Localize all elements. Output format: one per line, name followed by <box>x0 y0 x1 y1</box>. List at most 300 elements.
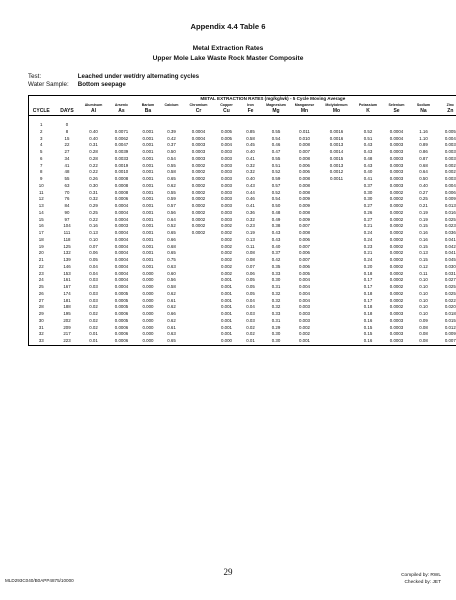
column-name: Copper <box>220 103 233 107</box>
table-cell: 202 <box>63 317 71 323</box>
table-cell: 0.003 <box>221 155 232 161</box>
table-cell: 0.0002 <box>389 209 404 215</box>
table-cell: 0.006 <box>436 190 456 197</box>
table-cell: 7 <box>29 163 54 170</box>
table-cell: 0.0014 <box>329 149 344 154</box>
table-cell <box>436 116 456 129</box>
column-header: Mn <box>291 108 319 116</box>
table-cell: 0.001 <box>142 182 154 188</box>
table-cell: 0.11 <box>419 270 428 276</box>
table-cell: 0.30 <box>363 189 373 195</box>
table-cell: 0.27 <box>363 216 373 222</box>
table-cell: 0.000 <box>142 324 154 330</box>
table-cell <box>184 298 214 305</box>
table-cell: 0.64 <box>167 216 176 222</box>
table-cell: 0.000 <box>142 270 154 276</box>
table-cell: 0.0011 <box>329 176 344 181</box>
appendix-title: Appendix 4.4 Table 6 <box>190 22 266 31</box>
table-cell: 0.44 <box>246 189 255 195</box>
table-cell: 0.50 <box>167 149 176 154</box>
table-cell: 0.002 <box>221 257 232 262</box>
table-cell: 0.006 <box>299 162 310 168</box>
table-cell: 0.07 <box>246 263 255 269</box>
table-cell <box>184 250 214 257</box>
table-cell: 0.50 <box>419 176 428 181</box>
column-name: Magnesium <box>266 103 286 107</box>
table-cell: 0.001 <box>291 338 319 345</box>
column-header: Zn <box>436 108 456 116</box>
table-cell: 11 <box>29 190 54 197</box>
table-cell: 0.007 <box>436 338 456 345</box>
table-cell: 0.001 <box>221 311 232 316</box>
table-cell: 174 <box>63 290 71 296</box>
table-cell <box>319 311 355 318</box>
table-row <box>29 318 456 325</box>
table-cell: 0.15 <box>419 243 428 249</box>
table-cell: 0.57 <box>167 203 176 208</box>
table-row <box>29 129 456 136</box>
table-cell: 0.0016 <box>329 128 344 134</box>
table-title: Metal Extraction Rates <box>192 45 264 52</box>
table-cell: 0.000 <box>142 317 154 323</box>
table-cell: 0.001 <box>221 317 232 323</box>
table-cell <box>319 196 355 203</box>
table-cell: 0.31 <box>89 189 98 195</box>
table-cell: 0.32 <box>89 196 98 202</box>
table-cell: 26 <box>29 291 54 298</box>
table-cell: 0.018 <box>436 311 456 318</box>
table-row <box>29 169 456 176</box>
table-cell: 0.008 <box>299 209 310 215</box>
table-cell: 0.03 <box>89 277 98 283</box>
table-cell: 0.002 <box>221 263 232 269</box>
table-cell <box>319 325 355 332</box>
table-cell: 0.40 <box>271 243 281 249</box>
table-cell: 0.0005 <box>114 304 129 310</box>
table-cell: 0.0005 <box>114 297 129 303</box>
table-cell: 0.007 <box>299 257 310 262</box>
table-cell <box>184 277 214 284</box>
table-cell: 76 <box>64 196 70 202</box>
table-cell: 0.0002 <box>191 196 206 202</box>
table-cell: 0.001 <box>142 155 154 161</box>
table-cell: 0.003 <box>436 149 456 156</box>
table-cell: 0.04 <box>246 304 255 310</box>
column-header: Mo <box>319 108 355 116</box>
table-cell: 0.0003 <box>389 182 404 188</box>
table-body <box>29 116 456 346</box>
table-cell: 0.68 <box>419 162 428 168</box>
table-cell: 0.19 <box>419 209 428 215</box>
table-cell: 0.002 <box>221 250 232 256</box>
table-cell <box>319 257 355 264</box>
table-cell: 0.004 <box>299 297 310 303</box>
table-cell <box>319 230 355 237</box>
compiled-by: Compiled by: RWL <box>401 573 441 578</box>
table-cell: 0.0010 <box>114 169 129 175</box>
table-cell: 0.0013 <box>329 162 344 168</box>
table-cell: 0.22 <box>89 162 98 168</box>
table-cell: 0.65 <box>160 338 184 345</box>
table-cell: 15 <box>64 135 70 141</box>
table-cell: 0.46 <box>246 196 255 202</box>
table-row <box>29 223 456 230</box>
table-cell: 0.40 <box>363 169 373 175</box>
table-row <box>29 142 456 149</box>
table-cell: 0.07 <box>89 243 98 249</box>
table-cell: 0.43 <box>271 230 281 235</box>
table-cell: 0.0003 <box>191 149 206 154</box>
table-cell: 24 <box>29 277 54 284</box>
table-cell: 0.51 <box>363 135 373 141</box>
table-cell: 0.0003 <box>389 149 404 154</box>
table-cell: 0.008 <box>299 230 310 235</box>
table-cell: 0.0002 <box>389 236 404 242</box>
table-cell: 0.0004 <box>114 250 129 256</box>
table-cell: 0.66 <box>167 311 176 316</box>
table-row <box>29 311 456 318</box>
table-cell: 0.32 <box>246 169 255 175</box>
table-cell: 0.0006 <box>114 196 129 202</box>
table-cell <box>319 116 355 129</box>
table-cell: 0.32 <box>271 290 281 296</box>
column-name: Sodium <box>416 103 431 107</box>
table-cell: 0.31 <box>271 284 281 289</box>
table-cell: 20 <box>29 250 54 257</box>
table-cell: 0.008 <box>299 182 310 188</box>
table-cell <box>382 116 412 129</box>
table-cell: 0.32 <box>271 304 281 310</box>
column-name: Zinc <box>436 102 456 108</box>
table-cell: 0.020 <box>436 304 456 311</box>
table-cell: 23 <box>29 271 54 278</box>
table-cell: 0.003 <box>436 176 456 183</box>
table-cell: 0.65 <box>167 230 176 235</box>
table-cell: 0.10 <box>419 290 428 296</box>
table-row <box>29 264 456 271</box>
table-row <box>29 116 456 129</box>
table-cell: 0.0002 <box>191 223 206 229</box>
table-cell <box>355 116 382 129</box>
table-cell: 0.10 <box>419 284 428 289</box>
table-cell: 0.63 <box>167 331 176 337</box>
table-cell: 0.0004 <box>114 263 129 269</box>
table-row <box>29 230 456 237</box>
column-header: Cr <box>184 108 214 116</box>
table-cell: 0.61 <box>167 324 176 330</box>
table-cell: 1 <box>29 116 54 129</box>
table-cell: 0.33 <box>271 270 281 276</box>
table-cell: 0.000 <box>137 338 160 345</box>
table-cell: 0.030 <box>436 264 456 271</box>
column-name: Arsenic <box>114 103 129 107</box>
table-cell: 0.0003 <box>191 142 206 148</box>
table-cell: 153 <box>63 270 71 276</box>
table-cell: 0.32 <box>246 216 255 222</box>
column-header: Al <box>81 108 107 116</box>
table-cell: 0.000 <box>142 304 154 310</box>
table-cell: 0.0002 <box>191 230 206 235</box>
table-cell <box>319 203 355 210</box>
table-row <box>29 210 456 217</box>
table-cell: 63 <box>64 182 70 188</box>
table-cell: 0.87 <box>419 155 428 161</box>
table-row <box>29 136 456 143</box>
column-header: Mg <box>262 108 291 116</box>
table-cell: 0.0006 <box>114 331 129 337</box>
table-cell: 22 <box>64 142 70 148</box>
table-cell: 195 <box>63 311 71 316</box>
table-cell: 90 <box>64 209 70 215</box>
column-header: CYCLE <box>29 108 54 116</box>
table-row <box>29 149 456 156</box>
table-cell: 8 <box>65 128 69 134</box>
table-cell: 0.24 <box>363 257 373 262</box>
table-row <box>29 271 456 278</box>
table-cell: 0.01 <box>89 331 98 337</box>
table-row <box>29 203 456 210</box>
table-cell: 0.006 <box>299 169 310 175</box>
table-cell: 0.02 <box>246 324 255 330</box>
table-cell: 0.58 <box>246 135 255 141</box>
table-cell <box>81 116 107 129</box>
table-cell: 0.0004 <box>114 203 129 208</box>
table-cell: 10 <box>29 183 54 190</box>
table-cell: 0.48 <box>271 209 281 215</box>
table-cell: 0.27 <box>419 189 428 195</box>
table-cell: 0.56 <box>167 209 176 215</box>
table-cell: 0.52 <box>271 189 281 195</box>
table-cell: 0.21 <box>363 250 373 256</box>
table-cell: 0.003 <box>221 203 232 208</box>
table-cell: 0.0003 <box>389 162 404 168</box>
column-name: Aluminum <box>84 103 103 107</box>
table-cell: 0.000 <box>142 311 154 316</box>
extraction-rate-band-label: METAL EXTRACTION RATES (mg/kg/wk) - 5 Cycle Moving Average <box>81 96 456 103</box>
table-cell: 0.0002 <box>389 257 404 262</box>
table-cell: 55 <box>64 176 70 181</box>
table-cell: 14 <box>29 210 54 217</box>
table-cell: 0.08 <box>419 324 428 330</box>
table-row <box>29 277 456 284</box>
sample-info <box>28 81 126 88</box>
table-cell: 0.002 <box>436 163 456 170</box>
table-cell: 0.89 <box>419 142 428 148</box>
column-header: DAYS <box>54 108 81 116</box>
table-cell: 132 <box>63 250 71 256</box>
table-cell: 0.41 <box>363 176 373 181</box>
table-cell: 0 <box>65 122 69 127</box>
table-cell: 0.001 <box>142 243 154 249</box>
table-cell: 0.001 <box>221 284 232 289</box>
table-cell: 0.17 <box>363 297 373 303</box>
table-cell: 0.0003 <box>389 155 404 161</box>
table-cell: 0.03 <box>89 284 98 289</box>
table-cell: 0.0003 <box>382 338 412 345</box>
table-cell: 111 <box>63 230 71 235</box>
table-cell: 0.003 <box>221 149 232 154</box>
table-cell: 0.62 <box>167 182 176 188</box>
table-cell <box>107 116 137 129</box>
table-cell: 0.47 <box>271 149 281 154</box>
table-cell: 0.027 <box>436 277 456 284</box>
table-cell: 0.000 <box>142 290 154 296</box>
table-cell: 0.08 <box>412 338 436 345</box>
table-cell: 0.37 <box>363 182 373 188</box>
table-cell: 27 <box>64 149 70 154</box>
table-cell: 0.025 <box>436 284 456 291</box>
table-cell: 0.17 <box>363 284 373 289</box>
table-cell: 0.0002 <box>389 297 404 303</box>
table-row <box>29 298 456 305</box>
table-cell: 0.29 <box>271 324 281 330</box>
table-cell <box>319 250 355 257</box>
table-cell: 118 <box>63 236 71 242</box>
table-cell: 0.001 <box>142 189 154 195</box>
table-cell: 0.05 <box>89 257 98 262</box>
table-cell: 0.001 <box>221 331 232 337</box>
table-cell: 0.0015 <box>329 155 344 161</box>
table-cell: 0.000 <box>142 284 154 289</box>
table-cell <box>319 223 355 230</box>
table-cell: 0.10 <box>419 311 428 316</box>
table-cell <box>319 298 355 305</box>
table-cell: 0.0002 <box>191 203 206 208</box>
table-cell: 27 <box>29 298 54 305</box>
table-cell: 0.30 <box>89 182 98 188</box>
table-cell: 0.003 <box>221 189 232 195</box>
table-cell: 0.0004 <box>191 135 206 141</box>
table-cell: 0.48 <box>363 155 373 161</box>
table-cell: 0.0006 <box>107 338 137 345</box>
table-cell: 0.0047 <box>114 142 129 148</box>
table-cell <box>412 116 436 129</box>
table-cell: 0.003 <box>436 156 456 163</box>
table-cell: 0.003 <box>221 216 232 222</box>
table-cell: 0.19 <box>419 216 428 222</box>
table-cell: 18 <box>29 237 54 244</box>
table-cell: 32 <box>29 331 54 338</box>
table-cell: 146 <box>63 263 71 269</box>
table-cell: 0.0008 <box>114 176 129 181</box>
table-cell: 0.43 <box>363 162 373 168</box>
table-cell: 0.016 <box>436 210 456 217</box>
table-cell: 0.40 <box>89 135 98 141</box>
table-cell <box>319 183 355 190</box>
table-cell: 0.55 <box>271 128 281 134</box>
table-cell <box>319 291 355 298</box>
table-row <box>29 331 456 338</box>
table-cell: 0.003 <box>221 169 232 175</box>
table-cell: 0.025 <box>436 291 456 298</box>
column-header: Na <box>412 108 436 116</box>
table-cell: 0.0071 <box>114 128 129 134</box>
table-cell: 0.01 <box>81 338 107 345</box>
table-cell: 0.23 <box>363 243 373 249</box>
table-cell: 0.55 <box>271 155 281 161</box>
table-cell <box>184 331 214 338</box>
table-cell <box>137 116 160 129</box>
table-cell: 0.62 <box>167 317 176 323</box>
column-name: Manganese <box>294 103 315 107</box>
table-cell: 0.0005 <box>114 317 129 323</box>
column-header: Ba <box>137 108 160 116</box>
table-cell: 0.003 <box>299 304 310 310</box>
table-cell: 0.16 <box>355 338 382 345</box>
table-cell: 0.001 <box>142 230 154 235</box>
table-cell: 0.0004 <box>114 270 129 276</box>
table-cell: 0.004 <box>299 284 310 289</box>
table-cell: 0.011 <box>299 128 310 134</box>
table-cell: 12 <box>29 196 54 203</box>
table-cell: 0.0004 <box>114 209 129 215</box>
table-cell: 0.24 <box>363 230 373 235</box>
table-cell: 0.001 <box>221 277 232 283</box>
table-cell: 22 <box>29 264 54 271</box>
table-cell <box>214 116 240 129</box>
table-row <box>29 250 456 257</box>
table-cell: 0.0003 <box>389 176 404 181</box>
table-cell: 0.0008 <box>114 189 129 195</box>
table-cell <box>291 116 319 129</box>
table-cell: 0.43 <box>271 236 281 242</box>
table-cell: 0.005 <box>299 270 310 276</box>
table-cell: 0.12 <box>419 263 428 269</box>
table-cell: 0.005 <box>221 128 232 134</box>
table-cell: 0.008 <box>299 189 310 195</box>
table-cell: 19 <box>29 244 54 251</box>
table-cell: 0.000 <box>142 297 154 303</box>
table-cell: 0.43 <box>363 149 373 154</box>
table-cell: 139 <box>63 257 71 262</box>
table-cell: 0.40 <box>246 149 255 154</box>
table-cell: 0.000 <box>214 338 240 345</box>
table-cell: 84 <box>64 203 70 208</box>
table-cell: 8 <box>29 169 54 176</box>
table-row <box>29 196 456 203</box>
metal-extraction-table <box>28 95 456 346</box>
table-cell: 0.0004 <box>389 128 404 134</box>
table-cell: 223 <box>54 338 81 345</box>
table-cell: 0.09 <box>419 317 428 323</box>
table-cell: 0.10 <box>419 304 428 310</box>
table-cell: 0.0008 <box>114 182 129 188</box>
table-cell: 0.13 <box>419 250 428 256</box>
table-cell: 0.005 <box>221 135 232 141</box>
table-cell: 0.003 <box>221 162 232 168</box>
table-cell: 0.52 <box>271 169 281 175</box>
table-cell: 0.0003 <box>389 142 404 148</box>
table-cell <box>319 318 355 325</box>
table-cell: 0.0004 <box>389 135 404 141</box>
column-header: Fe <box>240 108 262 116</box>
table-cell: 0.35 <box>271 263 281 269</box>
table-cell: 0.006 <box>299 236 310 242</box>
table-cell: 0.0002 <box>389 243 404 249</box>
table-cell: 0.003 <box>436 142 456 149</box>
table-cell: 0.38 <box>271 223 281 229</box>
table-cell <box>184 311 214 318</box>
sample-value: Bottom seepage <box>77 81 126 88</box>
table-cell: 0.63 <box>167 263 176 269</box>
table-cell: 0.007 <box>299 223 310 229</box>
test-label: Test: <box>28 73 42 80</box>
table-cell: 0.13 <box>89 230 98 235</box>
table-cell <box>319 190 355 197</box>
table-cell: 0.30 <box>363 196 373 202</box>
table-cell <box>319 338 355 345</box>
table-cell <box>319 237 355 244</box>
